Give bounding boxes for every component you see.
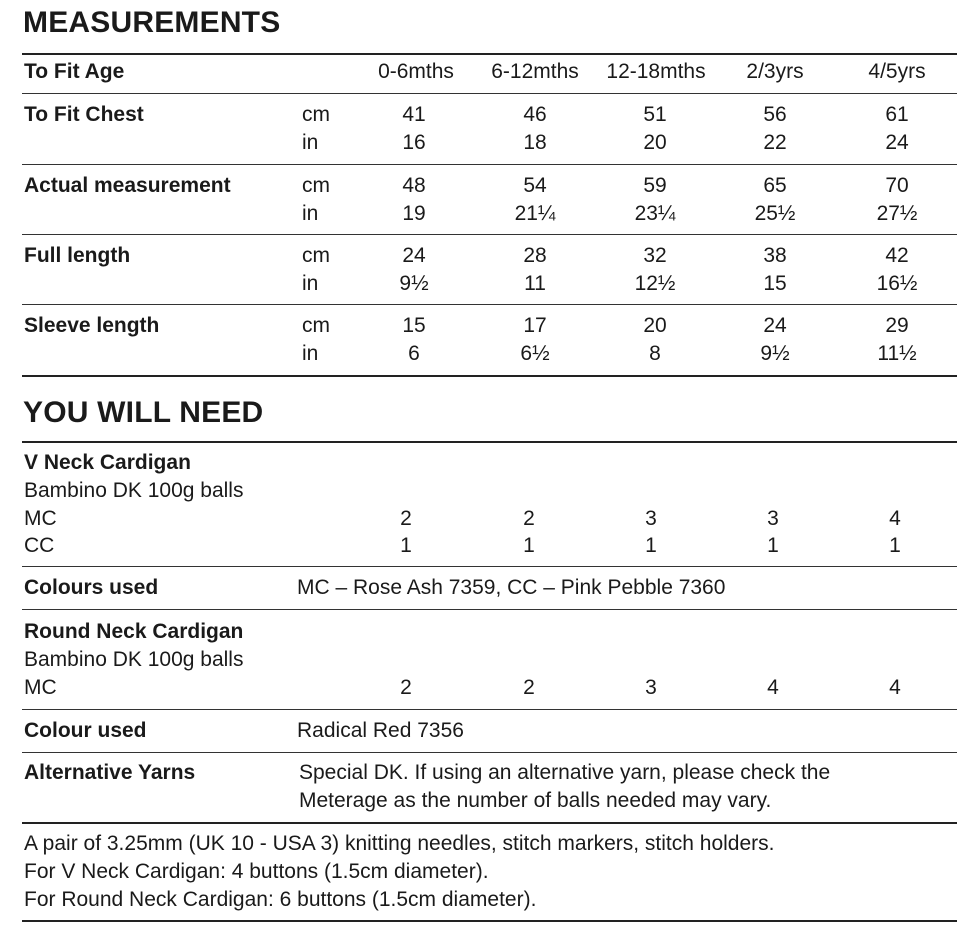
cell: 23¼ [634, 202, 676, 225]
unit-in: in [302, 131, 319, 154]
cell: 4 [889, 676, 901, 699]
cell: 61 [885, 103, 909, 126]
age-value: 4/5yrs [868, 60, 926, 83]
cell: 17 [523, 314, 547, 337]
age-value: 2/3yrs [746, 60, 804, 83]
divider [22, 234, 957, 235]
cell: 6 [408, 342, 420, 365]
cell: 12½ [634, 272, 676, 295]
divider [22, 375, 957, 377]
cell: 24 [763, 314, 787, 337]
chest-label: To Fit Chest [24, 103, 144, 126]
divider [22, 709, 957, 710]
divider [22, 822, 957, 824]
you-will-need-title: YOU WILL NEED [23, 396, 264, 429]
cell: 3 [767, 507, 779, 530]
cell: 3 [645, 676, 657, 699]
cell: 2 [400, 507, 412, 530]
colours-used-label: Colours used [24, 576, 159, 599]
cell: 19 [402, 202, 426, 225]
colour-used-label: Colour used [24, 719, 147, 742]
age-label: To Fit Age [24, 60, 125, 83]
age-value: 0-6mths [378, 60, 454, 83]
cell: 54 [523, 174, 547, 197]
colours-used-value: MC – Rose Ash 7359, CC – Pink Pebble 7360 [297, 576, 726, 599]
v-neck-yarn: Bambino DK 100g balls [24, 479, 244, 502]
cell: 16½ [876, 272, 918, 295]
cell: 59 [643, 174, 667, 197]
notes-line: For V Neck Cardigan: 4 buttons (1.5cm diameter). [24, 860, 489, 883]
cell: 29 [885, 314, 909, 337]
cell: 11 [524, 272, 546, 295]
cell: 3 [645, 507, 657, 530]
cell: 1 [645, 534, 657, 557]
cell: 28 [523, 244, 547, 267]
cell: 32 [643, 244, 667, 267]
colour-used-value: Radical Red 7356 [297, 719, 464, 742]
cell: 22 [763, 131, 787, 154]
cell: 2 [400, 676, 412, 699]
cell: 48 [402, 174, 426, 197]
cell: 9½ [760, 342, 790, 365]
cell: 6½ [520, 342, 550, 365]
cell: 4 [889, 507, 901, 530]
divider [22, 609, 957, 610]
divider [22, 920, 957, 922]
cell: 38 [763, 244, 787, 267]
unit-cm: cm [302, 174, 330, 197]
cell: 11½ [877, 342, 917, 365]
mc-label: MC [24, 507, 57, 530]
cell: 15 [763, 272, 787, 295]
cell: 27½ [876, 202, 918, 225]
round-neck-yarn: Bambino DK 100g balls [24, 648, 244, 671]
round-neck-title: Round Neck Cardigan [24, 620, 244, 643]
sleeve-length-label: Sleeve length [24, 314, 160, 337]
age-value: 6-12mths [491, 60, 579, 83]
cell: 2 [523, 507, 535, 530]
alternative-yarns-line: Special DK. If using an alternative yarn, please check the [299, 761, 831, 784]
cell: 1 [767, 534, 779, 557]
cell: 1 [400, 534, 412, 557]
divider [22, 752, 957, 753]
measurements-title: MEASUREMENTS [23, 6, 281, 39]
full-length-label: Full length [24, 244, 131, 267]
unit-cm: cm [302, 103, 330, 126]
cell: 1 [523, 534, 535, 557]
unit-in: in [302, 272, 319, 295]
cell: 51 [643, 103, 667, 126]
notes-line: A pair of 3.25mm (UK 10 - USA 3) knitting needles, stitch markers, stitch holders. [24, 832, 775, 855]
divider [22, 441, 957, 443]
cell: 65 [763, 174, 787, 197]
cc-label: CC [24, 534, 55, 557]
cell: 20 [643, 314, 667, 337]
cell: 4 [767, 676, 779, 699]
cell: 41 [402, 103, 426, 126]
actual-label: Actual measurement [24, 174, 231, 197]
unit-in: in [302, 342, 319, 365]
cell: 1 [889, 534, 901, 557]
cell: 15 [402, 314, 426, 337]
cell: 46 [523, 103, 547, 126]
cell: 56 [763, 103, 787, 126]
notes-line: For Round Neck Cardigan: 6 buttons (1.5cm diameter). [24, 888, 537, 911]
cell: 42 [885, 244, 909, 267]
cell: 24 [402, 244, 426, 267]
divider [22, 164, 957, 165]
cell: 8 [649, 342, 661, 365]
divider [22, 304, 957, 305]
cell: 18 [523, 131, 547, 154]
alternative-yarns-label: Alternative Yarns [24, 761, 196, 784]
cell: 70 [885, 174, 909, 197]
cell: 25½ [754, 202, 796, 225]
divider [22, 566, 957, 567]
v-neck-title: V Neck Cardigan [24, 451, 191, 474]
cell: 20 [643, 131, 667, 154]
divider [22, 53, 957, 55]
unit-cm: cm [302, 244, 330, 267]
unit-cm: cm [302, 314, 330, 337]
cell: 16 [402, 131, 426, 154]
unit-in: in [302, 202, 319, 225]
alternative-yarns-line: Meterage as the number of balls needed may vary. [299, 789, 772, 812]
age-value: 12-18mths [606, 60, 706, 83]
cell: 21¼ [514, 202, 556, 225]
cell: 24 [885, 131, 909, 154]
cell: 9½ [399, 272, 429, 295]
divider [22, 93, 957, 94]
cell: 2 [523, 676, 535, 699]
mc-label: MC [24, 676, 57, 699]
